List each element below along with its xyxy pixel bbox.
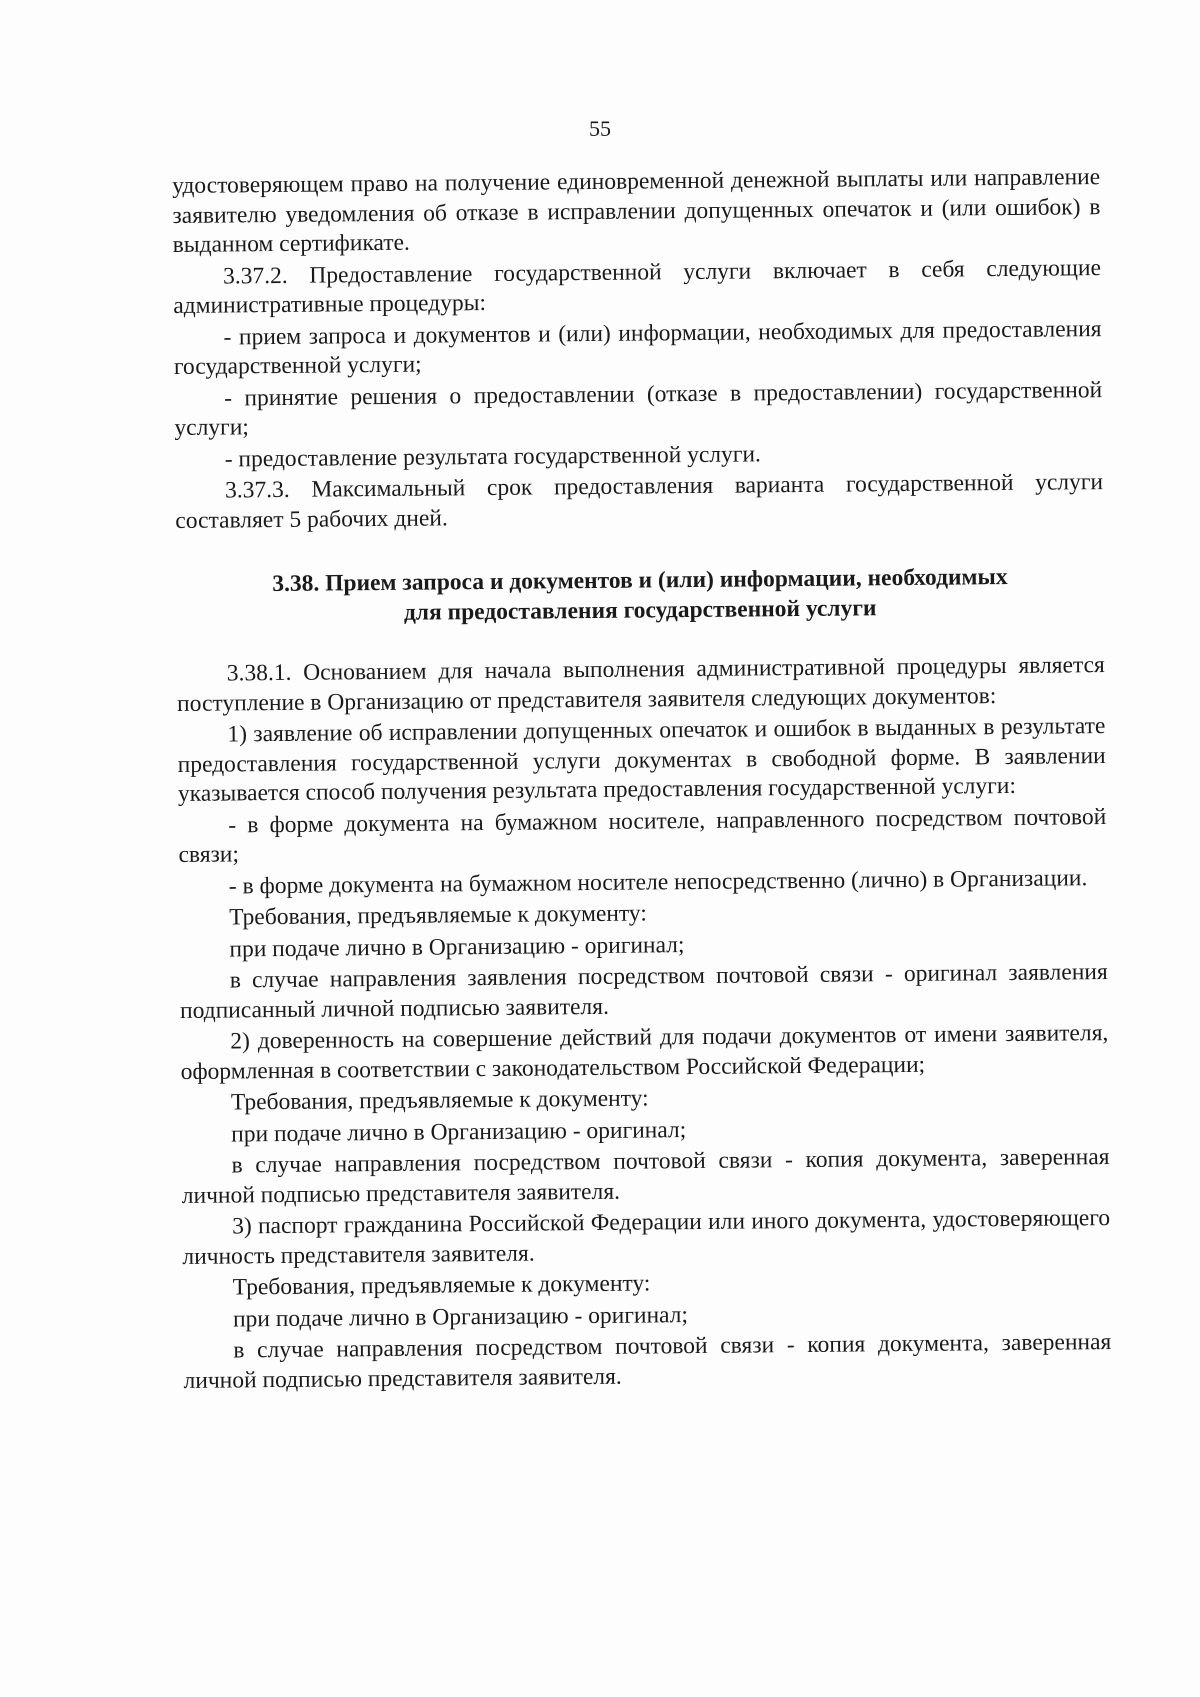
paragraph: 3.37.3. Максимальный срок предоставления варианта государственной услуги составляет 5 рабочих дней. xyxy=(175,469,1104,534)
paragraph: при подаче лично в Организацию - оригинал; xyxy=(232,1301,689,1332)
paragraph: Требования, предъявляемые к документу: xyxy=(230,1085,649,1116)
paragraph: 3.38.1. Основанием для начала выполнения административной процедуры является поступление в Организацию от представителя заявителя следующих документов: xyxy=(176,652,1105,717)
paragraph: в случае направления посредством почтовой связи - копия документа, заверенная личной подписью представителя заявителя. xyxy=(181,1144,1110,1209)
paragraph: при подаче лично в Организацию - оригинал; xyxy=(229,931,685,962)
paragraph: удостоверяющем право на получение единовременной денежной выплаты или направление заявителю уведомления об отказе в исправлении допущенных опечаток и (или ошибок) в выданном сертификате. xyxy=(172,164,1101,258)
paragraph: в случае направления заявления посредством почтовой связи - оригинал заявления подписанный личной подписью заявителя. xyxy=(179,959,1108,1024)
paragraph: - прием запроса и документов и (или) информации, необходимых для предоставления государственной услуги; xyxy=(173,315,1102,380)
paragraph: 3.37.2. Предоставление государственной услуги включает в себя следующие административные процедуры: xyxy=(173,254,1102,319)
paragraph: Требования, предъявляемые к документу: xyxy=(232,1270,651,1301)
paragraph: 2) доверенность на совершение действий для подачи документов от имени заявителя, оформленная в соответствии с законодательством Российской Федерации; xyxy=(180,1020,1109,1085)
paragraph: - принятие решения о предоставлении (отказе в предоставлении) государственной услуги; xyxy=(174,376,1103,441)
section-heading-line-2: для предоставления государственной услуги xyxy=(403,595,877,626)
paragraph: Требования, предъявляемые к документу: xyxy=(229,900,647,931)
paragraph: 1) заявление об исправлении допущенных опечаток и ошибок в выданных в результате предоставления государственной услуги документах в свободной форме. В заявлении указывается способ получения результата предоставления государственной услуги: xyxy=(177,713,1106,807)
paragraph: при подаче лично в Организацию - оригинал; xyxy=(231,1116,687,1147)
paragraph: - в форме документа на бумажном носителе, направленного посредством почтовой связи; xyxy=(178,803,1107,868)
page-number: 55 xyxy=(589,116,611,141)
paragraphs-before-heading xyxy=(172,163,1103,536)
paragraph: - в форме документа на бумажном носителе непосредственно (лично) в Организации. xyxy=(228,864,1088,899)
paragraph: 3) паспорт гражданина Российской Федерации или иного документа, удостоверяющего личность представителя заявителя. xyxy=(182,1205,1111,1270)
document-body xyxy=(172,163,1112,1398)
paragraph: - предоставление результата государственной услуги. xyxy=(224,440,761,473)
paragraph: в случае направления посредством почтовой связи - копия документа, заверенная личной подписью представителя заявителя. xyxy=(183,1329,1112,1394)
paragraphs-after-heading xyxy=(177,651,1112,1396)
section-heading-line-1: 3.38. Прием запроса и документов и (или) информации, необходимых xyxy=(272,563,1008,598)
section-heading xyxy=(176,561,1105,630)
